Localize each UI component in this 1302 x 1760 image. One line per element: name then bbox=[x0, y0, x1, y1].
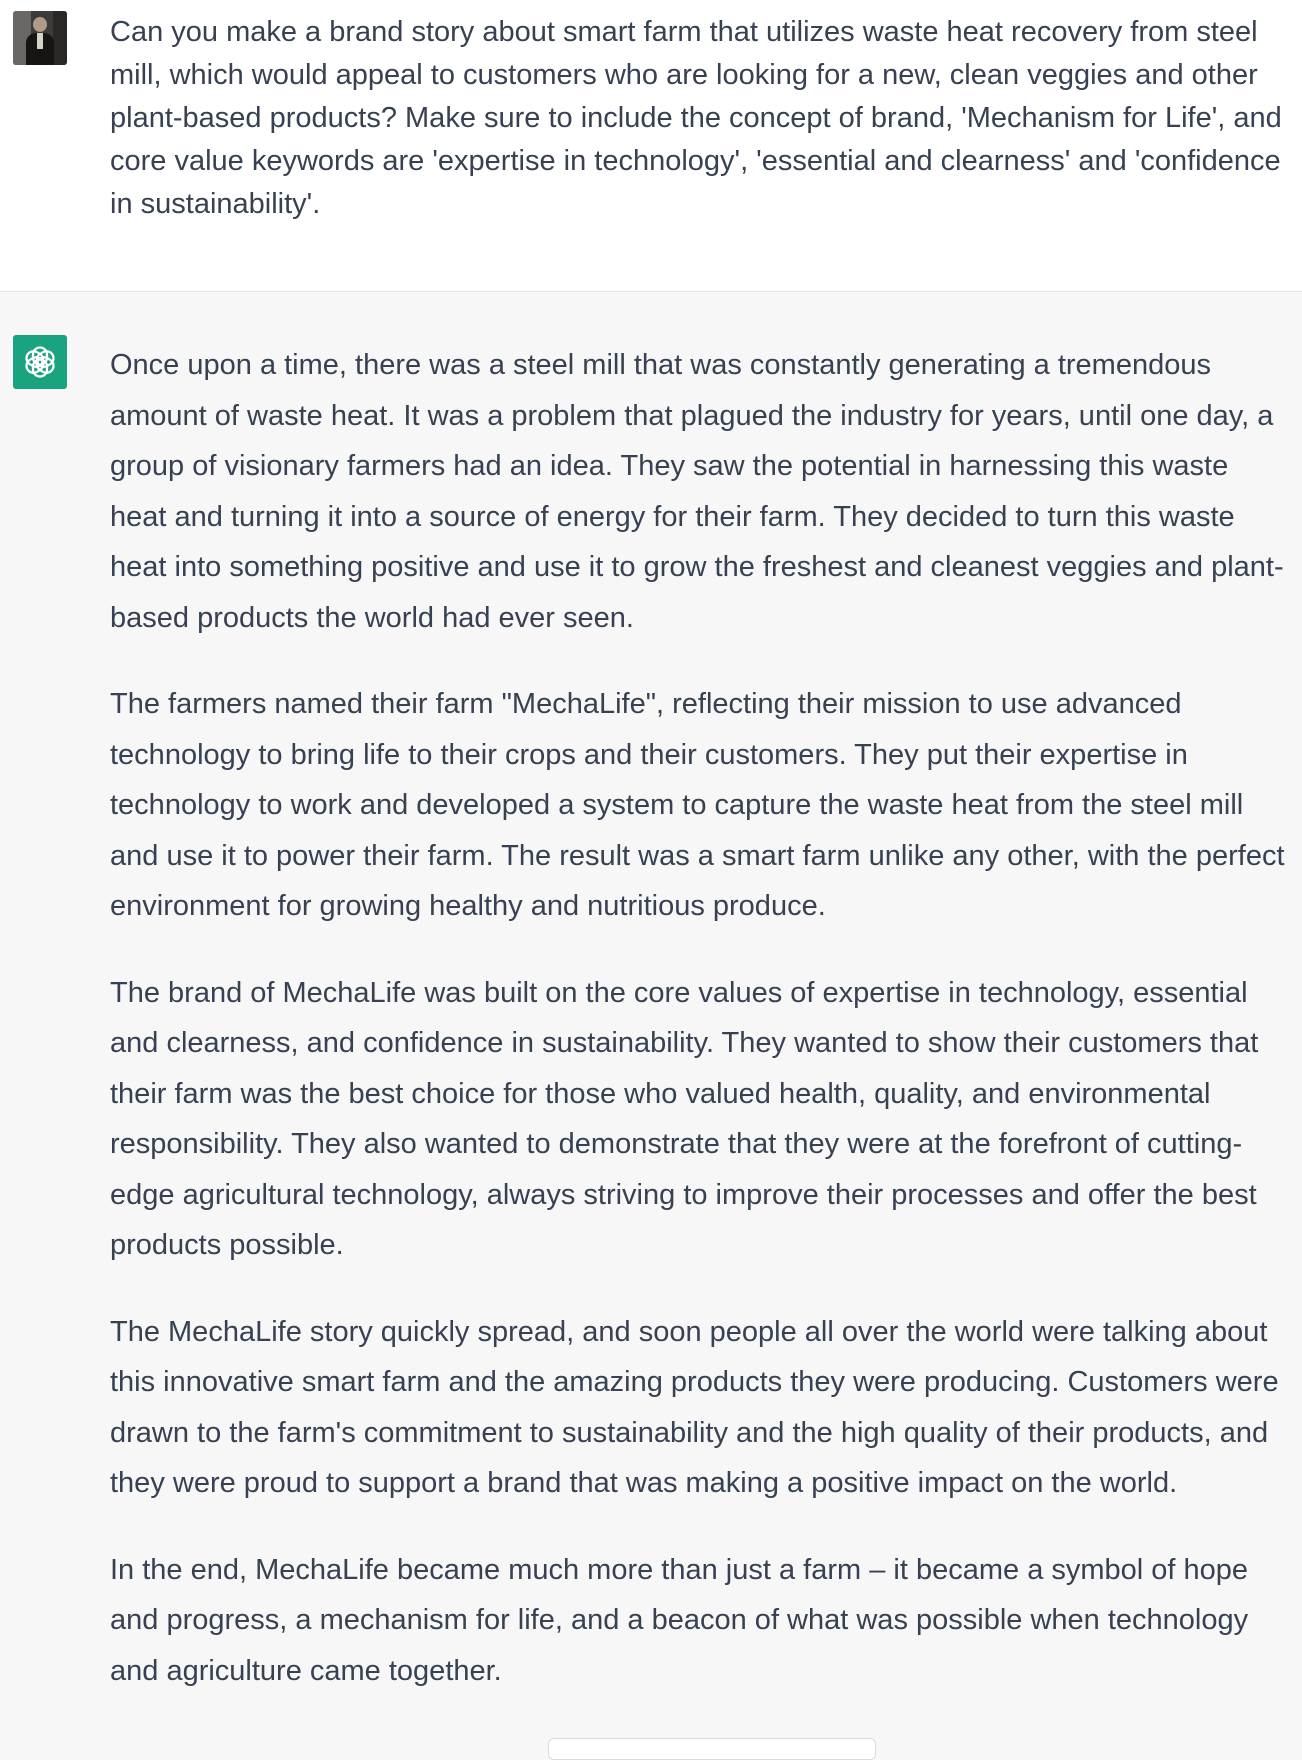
assistant-paragraph: The brand of MechaLife was built on the core values of expertise in technology, essential and clearness, and confidence in sustainability. They wanted to show their customers that their farm was the best choice for those who valued health, quality, and environmental responsibility. They also wanted to demonstrate that they were at the forefront of cutting-edge agricultural technology, always striving to improve their processes and offer the best products possible. bbox=[110, 976, 1259, 1261]
regenerate-button-edge[interactable] bbox=[548, 1738, 876, 1760]
openai-logo-icon bbox=[22, 344, 58, 380]
assistant-paragraph: Once upon a time, there was a steel mill that was constantly generating a tremendous amount of waste heat. It was a problem that plagued the industry for years, until one day, a group of visionary farmers had an idea. They saw the potential in harnessing this waste heat and turning it into a source of energy for their farm. They decided to turn this waste heat into something positive and use it to grow the freshest and cleanest veggies and plant-based products the world had ever seen. bbox=[110, 349, 1284, 634]
assistant-message-text bbox=[110, 340, 1290, 1696]
user-message-text: Can you make a brand story about smart farm that utilizes waste heat recovery from steel mill, which would appeal to customers who are looking for a new, clean veggies and other plant-based products? Make sure to include the concept of brand, 'Mechanism for Life', and core value keywords are 'expertise in technology', 'essential and clearness' and 'confidence in sustainability'. bbox=[110, 16, 1282, 220]
user-avatar bbox=[13, 11, 67, 65]
avatar-figure-shirt bbox=[37, 33, 43, 49]
assistant-paragraph: The farmers named their farm "MechaLife", reflecting their mission to use advanced technology to bring life to their crops and their customers. They put their expertise in technology to work and developed a system to capture the waste heat from the steel mill and use it to power their farm. The result was a smart farm unlike any other, with the perfect environment for growing healthy and nutritious produce. bbox=[110, 688, 1285, 922]
user-message-turn bbox=[0, 0, 1302, 292]
avatar-background bbox=[53, 11, 67, 65]
avatar-figure-head bbox=[33, 17, 47, 32]
assistant-paragraph: In the end, MechaLife became much more than just a farm – it became a symbol of hope and progress, a mechanism for life, and a beacon of what was possible when technology and agriculture came together. bbox=[110, 1553, 1249, 1687]
assistant-paragraph: The MechaLife story quickly spread, and soon people all over the world were talking about this innovative smart farm and the amazing products they were producing. Customers were drawn to the farm's commitment to sustainability and the high quality of their products, and they were proud to support a brand that was making a positive impact on the world. bbox=[110, 1315, 1279, 1499]
assistant-avatar bbox=[13, 335, 67, 389]
